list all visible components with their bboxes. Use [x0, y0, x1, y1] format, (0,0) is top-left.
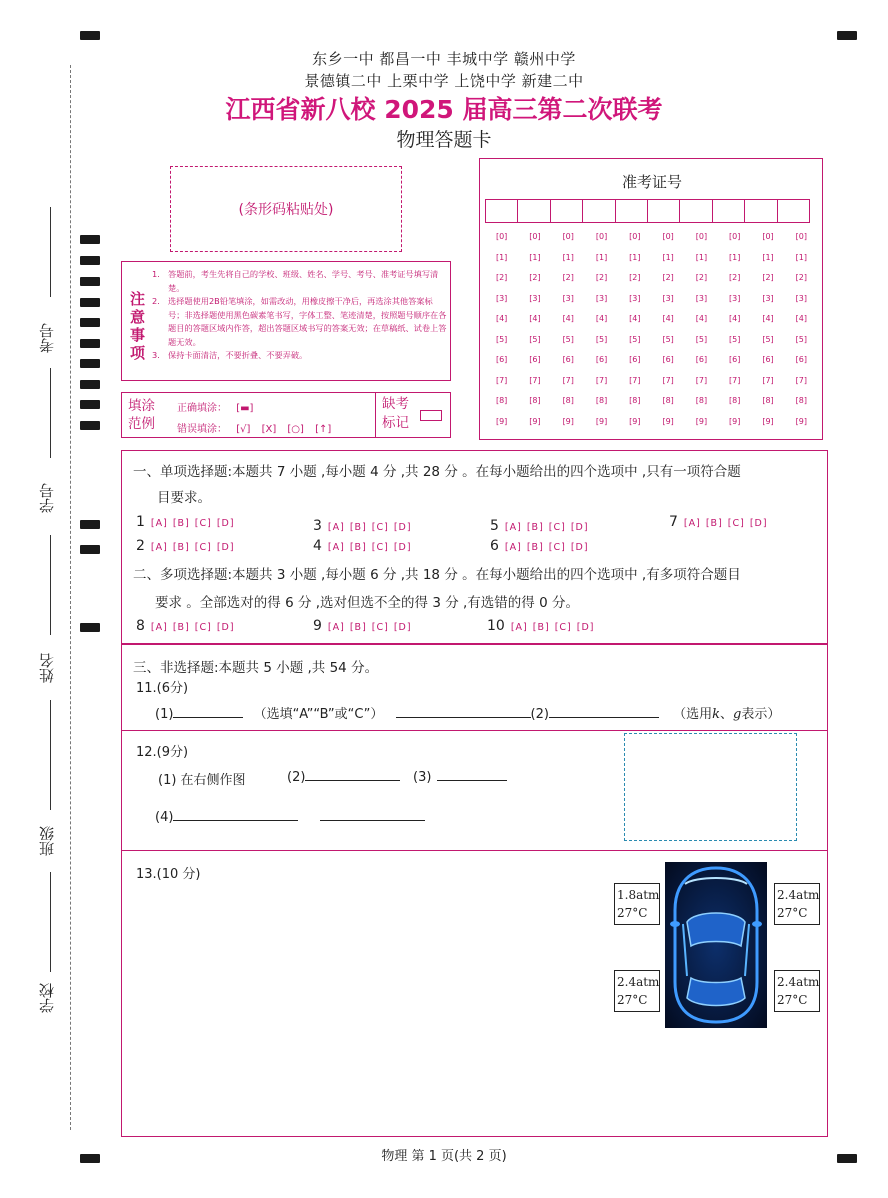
- option-bubble[interactable]: [D]: [393, 522, 412, 533]
- wrong-fill-mark: [X]: [261, 424, 277, 435]
- notice-heading-char: 意: [130, 308, 146, 326]
- admission-digit-input[interactable]: [744, 199, 777, 223]
- notice-item-text: 答题前，考生先将自己的学校、班级、姓名、学号、考号、准考证号填写清楚。: [168, 269, 439, 293]
- option-bubble[interactable]: [A]: [504, 542, 522, 553]
- option-bubble[interactable]: [A]: [510, 622, 528, 633]
- question-row: [136, 538, 240, 554]
- option-bubble[interactable]: [B]: [349, 522, 367, 533]
- option-bubble[interactable]: [D]: [393, 542, 412, 553]
- admission-digit-bubble[interactable]: [1]: [595, 252, 608, 262]
- fill-example-heading-line: 填涂: [128, 398, 155, 414]
- admission-digit-bubble[interactable]: [9]: [562, 416, 574, 426]
- admission-digit-bubble[interactable]: [5]: [562, 334, 574, 344]
- admission-digit-bubble[interactable]: [2]: [795, 273, 807, 282]
- q11-label: 11.(6分): [136, 681, 189, 696]
- admission-digit-bubble[interactable]: [3]: [729, 293, 741, 303]
- admission-digit-bubble[interactable]: [8]: [695, 396, 708, 405]
- question-number: 4: [313, 538, 322, 554]
- timing-mark: [837, 31, 857, 40]
- admission-digit-bubble[interactable]: [6]: [729, 355, 741, 364]
- tire-pressure: 2.4atm: [777, 975, 820, 989]
- admission-digit-bubble[interactable]: [7]: [762, 375, 774, 385]
- absent-label: [382, 395, 418, 433]
- question-row: [313, 618, 417, 634]
- admission-digit-bubble[interactable]: [9]: [495, 416, 508, 426]
- option-bubble[interactable]: [D]: [216, 518, 235, 529]
- admission-digit-input[interactable]: [615, 199, 648, 223]
- option-bubble[interactable]: [D]: [216, 542, 235, 553]
- page-footer: 物理 第 1 页(共 2 页): [381, 1149, 507, 1164]
- question-row: [490, 538, 594, 554]
- admission-digit-bubble[interactable]: [6]: [795, 355, 807, 364]
- admission-digit-bubble[interactable]: [5]: [695, 334, 708, 344]
- option-bubble[interactable]: [C]: [194, 518, 212, 529]
- absent-checkbox[interactable]: [420, 410, 442, 421]
- option-bubble[interactable]: [B]: [349, 622, 367, 633]
- timing-mark: [80, 256, 100, 265]
- correct-fill-row: [177, 399, 253, 414]
- admission-digit-bubble[interactable]: [6]: [762, 355, 774, 364]
- admission-digit-bubble[interactable]: [1]: [662, 252, 674, 262]
- admission-digit-bubble[interactable]: [5]: [495, 334, 508, 344]
- admission-digit-bubble[interactable]: [1]: [729, 252, 741, 262]
- exam-title: 江西省新八校 2025 届高三第二次联考: [225, 95, 663, 124]
- admission-digit-input[interactable]: [777, 199, 810, 223]
- admission-number-inputs: [485, 199, 809, 223]
- section2-instructions: 二、多项选择题:本题共 3 小题 ,每小题 6 分 ,共 18 分 。在每小题给出的四个选项中 ,有多项符合题目: [133, 567, 741, 583]
- option-bubble[interactable]: [D]: [216, 622, 235, 633]
- admission-digit-bubble[interactable]: [6]: [595, 355, 608, 364]
- admission-digit-input[interactable]: [485, 199, 518, 223]
- tire-pressure: 2.4atm: [777, 888, 820, 902]
- admission-digit-bubble[interactable]: [9]: [529, 416, 541, 426]
- tire-reading-front-left: [614, 883, 660, 925]
- admission-digit-bubble[interactable]: [7]: [562, 375, 574, 385]
- admission-digit-bubble[interactable]: [2]: [595, 273, 608, 282]
- option-bubble[interactable]: [B]: [526, 522, 544, 533]
- admission-digit-bubble[interactable]: [0]: [795, 232, 807, 241]
- admission-digit-bubble[interactable]: [4]: [562, 314, 574, 323]
- notice-heading: [130, 290, 152, 362]
- admission-digit-bubble[interactable]: [5]: [729, 334, 741, 344]
- admission-digit-bubble[interactable]: [3]: [629, 293, 641, 303]
- admission-digit-input[interactable]: [712, 199, 745, 223]
- admission-digit-bubble[interactable]: [8]: [662, 396, 674, 405]
- admission-digit-bubble[interactable]: [5]: [662, 334, 674, 344]
- q11-hint-k: k: [712, 707, 720, 722]
- admission-digit-bubble[interactable]: [4]: [529, 314, 541, 323]
- admission-digit-bubble[interactable]: [0]: [662, 232, 674, 241]
- admission-digit-bubble[interactable]: [9]: [595, 416, 608, 426]
- admission-digit-bubble[interactable]: [8]: [495, 396, 508, 405]
- timing-mark: [80, 277, 100, 286]
- q11-part2-blank[interactable]: [549, 706, 659, 718]
- admission-digit-bubble[interactable]: [8]: [795, 396, 807, 405]
- class-line[interactable]: [50, 700, 51, 810]
- q11-extra-blank[interactable]: [396, 706, 531, 718]
- admission-digit-bubble[interactable]: [5]: [795, 334, 807, 344]
- q12-part4-label: (4): [155, 810, 174, 825]
- admission-digit-bubble[interactable]: [7]: [529, 375, 541, 385]
- timing-mark: [80, 520, 100, 529]
- question-row: [136, 618, 240, 634]
- question-row: [313, 518, 417, 534]
- option-bubble[interactable]: [B]: [172, 622, 190, 633]
- timing-mark: [80, 421, 100, 430]
- question-number: 5: [490, 518, 499, 534]
- admission-digit-bubble[interactable]: [2]: [762, 273, 774, 282]
- option-bubble[interactable]: [A]: [327, 622, 345, 633]
- question-row: [136, 514, 240, 530]
- timing-mark: [80, 298, 100, 307]
- tire-reading-front-right: [774, 883, 820, 925]
- section2-instructions-cont: 要求 。全部选对的得 6 分 ,选对但选不全的得 3 分 ,有选错的得 0 分。: [155, 595, 579, 611]
- admission-digit-bubble[interactable]: [0]: [495, 232, 508, 241]
- admission-digit-bubble[interactable]: [2]: [495, 273, 508, 282]
- question-row: [313, 538, 417, 554]
- admission-digit-bubble[interactable]: [0]: [595, 232, 608, 241]
- admission-digit-bubble[interactable]: [7]: [662, 375, 674, 385]
- admission-digit-bubble[interactable]: [6]: [695, 355, 708, 364]
- name-line[interactable]: [50, 535, 51, 635]
- admission-digit-bubble[interactable]: [4]: [629, 314, 641, 323]
- exam-no-label: 考号: [38, 323, 56, 353]
- wrong-fill-label: 错误填涂：: [177, 424, 227, 435]
- admission-digit-bubble[interactable]: [2]: [562, 273, 574, 282]
- admission-digit-bubble[interactable]: [3]: [795, 293, 807, 303]
- question-number: 10: [487, 618, 505, 634]
- student-no-label: 学号: [38, 483, 56, 513]
- q11-part1-blank[interactable]: [173, 706, 243, 718]
- timing-mark: [80, 359, 100, 368]
- section1-instructions-cont: 目要求。: [157, 490, 211, 506]
- admission-digit-bubble[interactable]: [0]: [695, 232, 708, 241]
- question-row: [490, 518, 594, 534]
- admission-digit-bubble[interactable]: [1]: [629, 252, 641, 262]
- admission-digit-bubble[interactable]: [7]: [629, 375, 641, 385]
- admission-digit-input[interactable]: [679, 199, 712, 223]
- option-bubble[interactable]: [B]: [705, 518, 723, 529]
- q12-label: 12.(9分): [136, 745, 189, 760]
- q11-hint-sep: 、: [720, 707, 734, 722]
- option-bubble[interactable]: [A]: [504, 522, 522, 533]
- admission-digit-bubble[interactable]: [3]: [762, 293, 774, 303]
- option-bubble[interactable]: [B]: [172, 518, 190, 529]
- admission-digit-bubble[interactable]: [4]: [729, 314, 741, 323]
- notice-item: [152, 349, 447, 363]
- school-label: 学校: [38, 983, 56, 1013]
- class-label: 班级: [38, 826, 56, 856]
- admission-digit-bubble[interactable]: [4]: [595, 314, 608, 323]
- question-number: 6: [490, 538, 499, 554]
- exam-no-line[interactable]: [50, 207, 51, 297]
- admission-digit-bubble[interactable]: [8]: [529, 396, 541, 405]
- tire-temperature: 27°C: [617, 993, 648, 1007]
- admission-digit-bubble[interactable]: [3]: [562, 293, 574, 303]
- admission-digit-bubble[interactable]: [8]: [562, 396, 574, 405]
- admission-digit-bubble[interactable]: [1]: [562, 252, 574, 262]
- admission-digit-bubble[interactable]: [1]: [762, 252, 774, 262]
- option-bubble[interactable]: [B]: [526, 542, 544, 553]
- admission-digit-bubble[interactable]: [0]: [529, 232, 541, 241]
- q12-part2-label: (2): [287, 770, 306, 785]
- notice-item-num: 2.: [152, 296, 160, 306]
- admission-digit-bubble[interactable]: [9]: [695, 416, 708, 426]
- admission-digit-bubble[interactable]: [2]: [529, 273, 541, 282]
- admission-digit-bubble[interactable]: [9]: [795, 416, 807, 426]
- question-number: 2: [136, 538, 145, 554]
- wrong-fill-mark: [○]: [287, 424, 304, 435]
- admission-digit-bubble[interactable]: [3]: [495, 293, 508, 303]
- absent-label-line: 标记: [382, 415, 409, 431]
- question-row: [669, 514, 773, 530]
- q11-part2-label: (2): [530, 707, 549, 722]
- q11-hint-end: 表示）: [741, 707, 781, 722]
- name-label: 姓名: [38, 653, 56, 683]
- admission-digit-bubble[interactable]: [4]: [795, 314, 807, 323]
- option-bubble[interactable]: [D]: [570, 542, 589, 553]
- absent-label-line: 缺考: [382, 396, 409, 412]
- admission-number-title: 准考证号: [621, 173, 682, 191]
- admission-digit-bubble[interactable]: [9]: [662, 416, 674, 426]
- correct-fill-label: 正确填涂：: [177, 403, 227, 414]
- admission-digit-bubble[interactable]: [8]: [762, 396, 774, 405]
- admission-digit-bubble[interactable]: [4]: [762, 314, 774, 323]
- barcode-area[interactable]: [170, 166, 402, 252]
- option-bubble[interactable]: [C]: [371, 522, 389, 533]
- admission-digit-bubble[interactable]: [9]: [629, 416, 641, 426]
- tire-pressure: 1.8atm: [617, 888, 660, 902]
- notice-item-num: 3.: [152, 350, 160, 360]
- admission-digit-bubble[interactable]: [4]: [495, 314, 508, 323]
- barcode-label: (条形码粘贴处): [238, 202, 334, 218]
- car-top-view-image: [665, 862, 767, 1028]
- admission-digit-bubble[interactable]: [6]: [529, 355, 541, 364]
- tire-temperature: 27°C: [777, 906, 808, 920]
- admission-digit-bubble[interactable]: [9]: [729, 416, 741, 426]
- admission-digit-bubble[interactable]: [2]: [662, 273, 674, 282]
- admission-digit-bubble[interactable]: [5]: [762, 334, 774, 344]
- notice-item-num: 1.: [152, 269, 160, 279]
- option-bubble[interactable]: [A]: [150, 542, 168, 553]
- schools-line-2: 景德镇二中 上栗中学 上饶中学 新建二中: [304, 72, 584, 90]
- tire-pressure: 2.4atm: [617, 975, 660, 989]
- question-number: 3: [313, 518, 322, 534]
- notice-list: [152, 268, 447, 363]
- question-row: [487, 618, 599, 634]
- admission-digit-bubble[interactable]: [0]: [762, 232, 774, 241]
- admission-digit-bubble[interactable]: [1]: [495, 252, 508, 262]
- option-bubble[interactable]: [C]: [194, 542, 212, 553]
- q12-part4: [155, 809, 425, 825]
- option-bubble[interactable]: [D]: [393, 622, 412, 633]
- admission-digit-bubble[interactable]: [1]: [529, 252, 541, 262]
- timing-mark: [80, 339, 100, 348]
- notice-heading-char: 注: [130, 290, 146, 308]
- q12-drawing-area[interactable]: [624, 733, 797, 841]
- admission-digit-bubble[interactable]: [8]: [595, 396, 608, 405]
- timing-mark: [80, 545, 100, 554]
- admission-digit-bubble[interactable]: [7]: [495, 375, 508, 385]
- tire-temperature: 27°C: [617, 906, 648, 920]
- admission-digit-bubble[interactable]: [3]: [595, 293, 608, 303]
- admission-digit-bubble[interactable]: [0]: [629, 232, 641, 241]
- option-bubble[interactable]: [B]: [349, 542, 367, 553]
- option-bubble[interactable]: [D]: [576, 622, 595, 633]
- option-bubble[interactable]: [C]: [548, 542, 566, 553]
- option-bubble[interactable]: [C]: [727, 518, 745, 529]
- q11-part1-label: (1): [155, 707, 174, 722]
- q13-label: 13.(10 分): [136, 867, 201, 882]
- notice-box: [121, 261, 451, 381]
- timing-mark: [80, 623, 100, 632]
- admission-digit-bubble[interactable]: [7]: [695, 375, 708, 385]
- option-bubble[interactable]: [D]: [749, 518, 768, 529]
- notice-item: [152, 295, 447, 349]
- cut-line: [70, 65, 71, 1130]
- q12-part2-blank[interactable]: [305, 769, 400, 781]
- tire-reading-rear-right: [774, 970, 820, 1012]
- wrong-fill-mark: [↑]: [315, 424, 332, 435]
- timing-mark: [80, 235, 100, 244]
- admission-digit-bubble[interactable]: [8]: [729, 396, 741, 405]
- admission-digit-bubble[interactable]: [0]: [562, 232, 574, 241]
- q11-hint-g: g: [733, 707, 742, 722]
- tire-temperature: 27°C: [777, 993, 808, 1007]
- q12-part4-blank-2[interactable]: [320, 809, 425, 821]
- q12-part3-blank[interactable]: [437, 769, 507, 781]
- fill-example-divider: [375, 393, 376, 437]
- admission-digit-input[interactable]: [550, 199, 583, 223]
- admission-digit-bubble[interactable]: [6]: [662, 355, 674, 364]
- admission-number-bubbles: [485, 231, 818, 427]
- question-number: 7: [669, 514, 678, 530]
- q11-part2-hint: （选用: [673, 707, 713, 722]
- option-bubble[interactable]: [A]: [683, 518, 701, 529]
- option-bubble[interactable]: [C]: [371, 542, 389, 553]
- admission-number-box: [479, 158, 823, 440]
- notice-heading-char: 项: [130, 344, 146, 362]
- admission-digit-bubble[interactable]: [5]: [595, 334, 608, 344]
- wrong-fill-row: [177, 420, 331, 435]
- admission-digit-bubble[interactable]: [6]: [629, 355, 641, 364]
- timing-mark: [80, 318, 100, 327]
- section1-instructions: 一、单项选择题:本题共 7 小题 ,每小题 4 分 ,共 28 分 。在每小题给出的四个选项中 ,只有一项符合题: [133, 464, 741, 480]
- timing-mark: [80, 400, 100, 409]
- option-bubble[interactable]: [C]: [194, 622, 212, 633]
- q12-part3-label: (3): [413, 770, 432, 785]
- timing-mark: [80, 380, 100, 389]
- option-bubble[interactable]: [A]: [150, 622, 168, 633]
- option-bubble[interactable]: [B]: [172, 542, 190, 553]
- admission-digit-bubble[interactable]: [2]: [729, 273, 741, 282]
- admission-digit-bubble[interactable]: [3]: [529, 293, 541, 303]
- option-bubble[interactable]: [C]: [371, 622, 389, 633]
- admission-digit-input[interactable]: [582, 199, 615, 223]
- admission-digit-bubble[interactable]: [8]: [629, 396, 641, 405]
- admission-digit-bubble[interactable]: [4]: [695, 314, 708, 323]
- option-bubble[interactable]: [C]: [554, 622, 572, 633]
- q12-part4-blank[interactable]: [173, 809, 298, 821]
- admission-digit-bubble[interactable]: [2]: [695, 273, 708, 282]
- admission-digit-bubble[interactable]: [7]: [795, 375, 807, 385]
- admission-digit-bubble[interactable]: [2]: [629, 273, 641, 282]
- q12-part2: [287, 769, 400, 785]
- admission-digit-bubble[interactable]: [4]: [662, 314, 674, 323]
- question-number: 1: [136, 514, 145, 530]
- admission-digit-bubble[interactable]: [5]: [629, 334, 641, 344]
- admission-digit-bubble[interactable]: [1]: [795, 252, 807, 262]
- tire-reading-rear-left: [614, 970, 660, 1012]
- timing-mark: [80, 31, 100, 40]
- option-bubble[interactable]: [C]: [548, 522, 566, 533]
- notice-item: [152, 268, 447, 295]
- admission-digit-bubble[interactable]: [0]: [729, 232, 741, 241]
- admission-digit-bubble[interactable]: [7]: [729, 375, 741, 385]
- admission-digit-bubble[interactable]: [7]: [595, 375, 608, 385]
- fill-example-heading: [128, 397, 164, 433]
- section3-title: 三、非选择题:本题共 5 小题 ,共 54 分。: [133, 660, 379, 676]
- fill-example-heading-line: 范例: [128, 416, 155, 432]
- notice-item-text: 保持卡面清洁，不要折叠、不要弄破。: [168, 350, 308, 360]
- admission-digit-bubble[interactable]: [6]: [495, 355, 508, 364]
- admission-digit-bubble[interactable]: [6]: [562, 355, 574, 364]
- admission-digit-bubble[interactable]: [3]: [662, 293, 674, 303]
- notice-item-text: 选择题使用2B铅笔填涂，如需改动，用橡皮擦干净后，再选涂其他答案标号；非选择题使用黑色碳素笔书写，字体工整、笔迹清楚，按照题号顺序在各题目的答题区域内作答，超出答题区域书写的答案无效；在草稿纸、试卷上答题无效。: [168, 296, 447, 347]
- option-bubble[interactable]: [A]: [327, 542, 345, 553]
- option-bubble[interactable]: [B]: [532, 622, 550, 633]
- admission-digit-input[interactable]: [517, 199, 550, 223]
- admission-digit-input[interactable]: [647, 199, 680, 223]
- fill-example-box: [121, 392, 451, 438]
- wrong-fill-mark: [√]: [236, 424, 251, 435]
- q12-part3: [413, 769, 507, 785]
- option-bubble[interactable]: [D]: [570, 522, 589, 533]
- q11-answer-row: [155, 703, 780, 722]
- q12-part1: (1) 在右侧作图: [158, 773, 246, 788]
- q11-part1-hint: （选填“A”“B”或“C”）: [253, 707, 384, 722]
- schools-line-1: 东乡一中 都昌一中 丰城中学 赣州中学: [312, 50, 576, 68]
- question-number: 8: [136, 618, 145, 634]
- notice-heading-char: 事: [130, 326, 146, 344]
- school-line[interactable]: [50, 872, 51, 972]
- admission-digit-bubble[interactable]: [3]: [695, 293, 708, 303]
- card-subtitle: 物理答题卡: [396, 129, 492, 151]
- correct-fill-mark: [▬]: [236, 403, 254, 414]
- option-bubble[interactable]: [A]: [327, 522, 345, 533]
- student-no-line[interactable]: [50, 368, 51, 458]
- admission-digit-bubble[interactable]: [5]: [529, 334, 541, 344]
- question-number: 9: [313, 618, 322, 634]
- admission-digit-bubble[interactable]: [9]: [762, 416, 774, 426]
- option-bubble[interactable]: [A]: [150, 518, 168, 529]
- admission-digit-bubble[interactable]: [1]: [695, 252, 708, 262]
